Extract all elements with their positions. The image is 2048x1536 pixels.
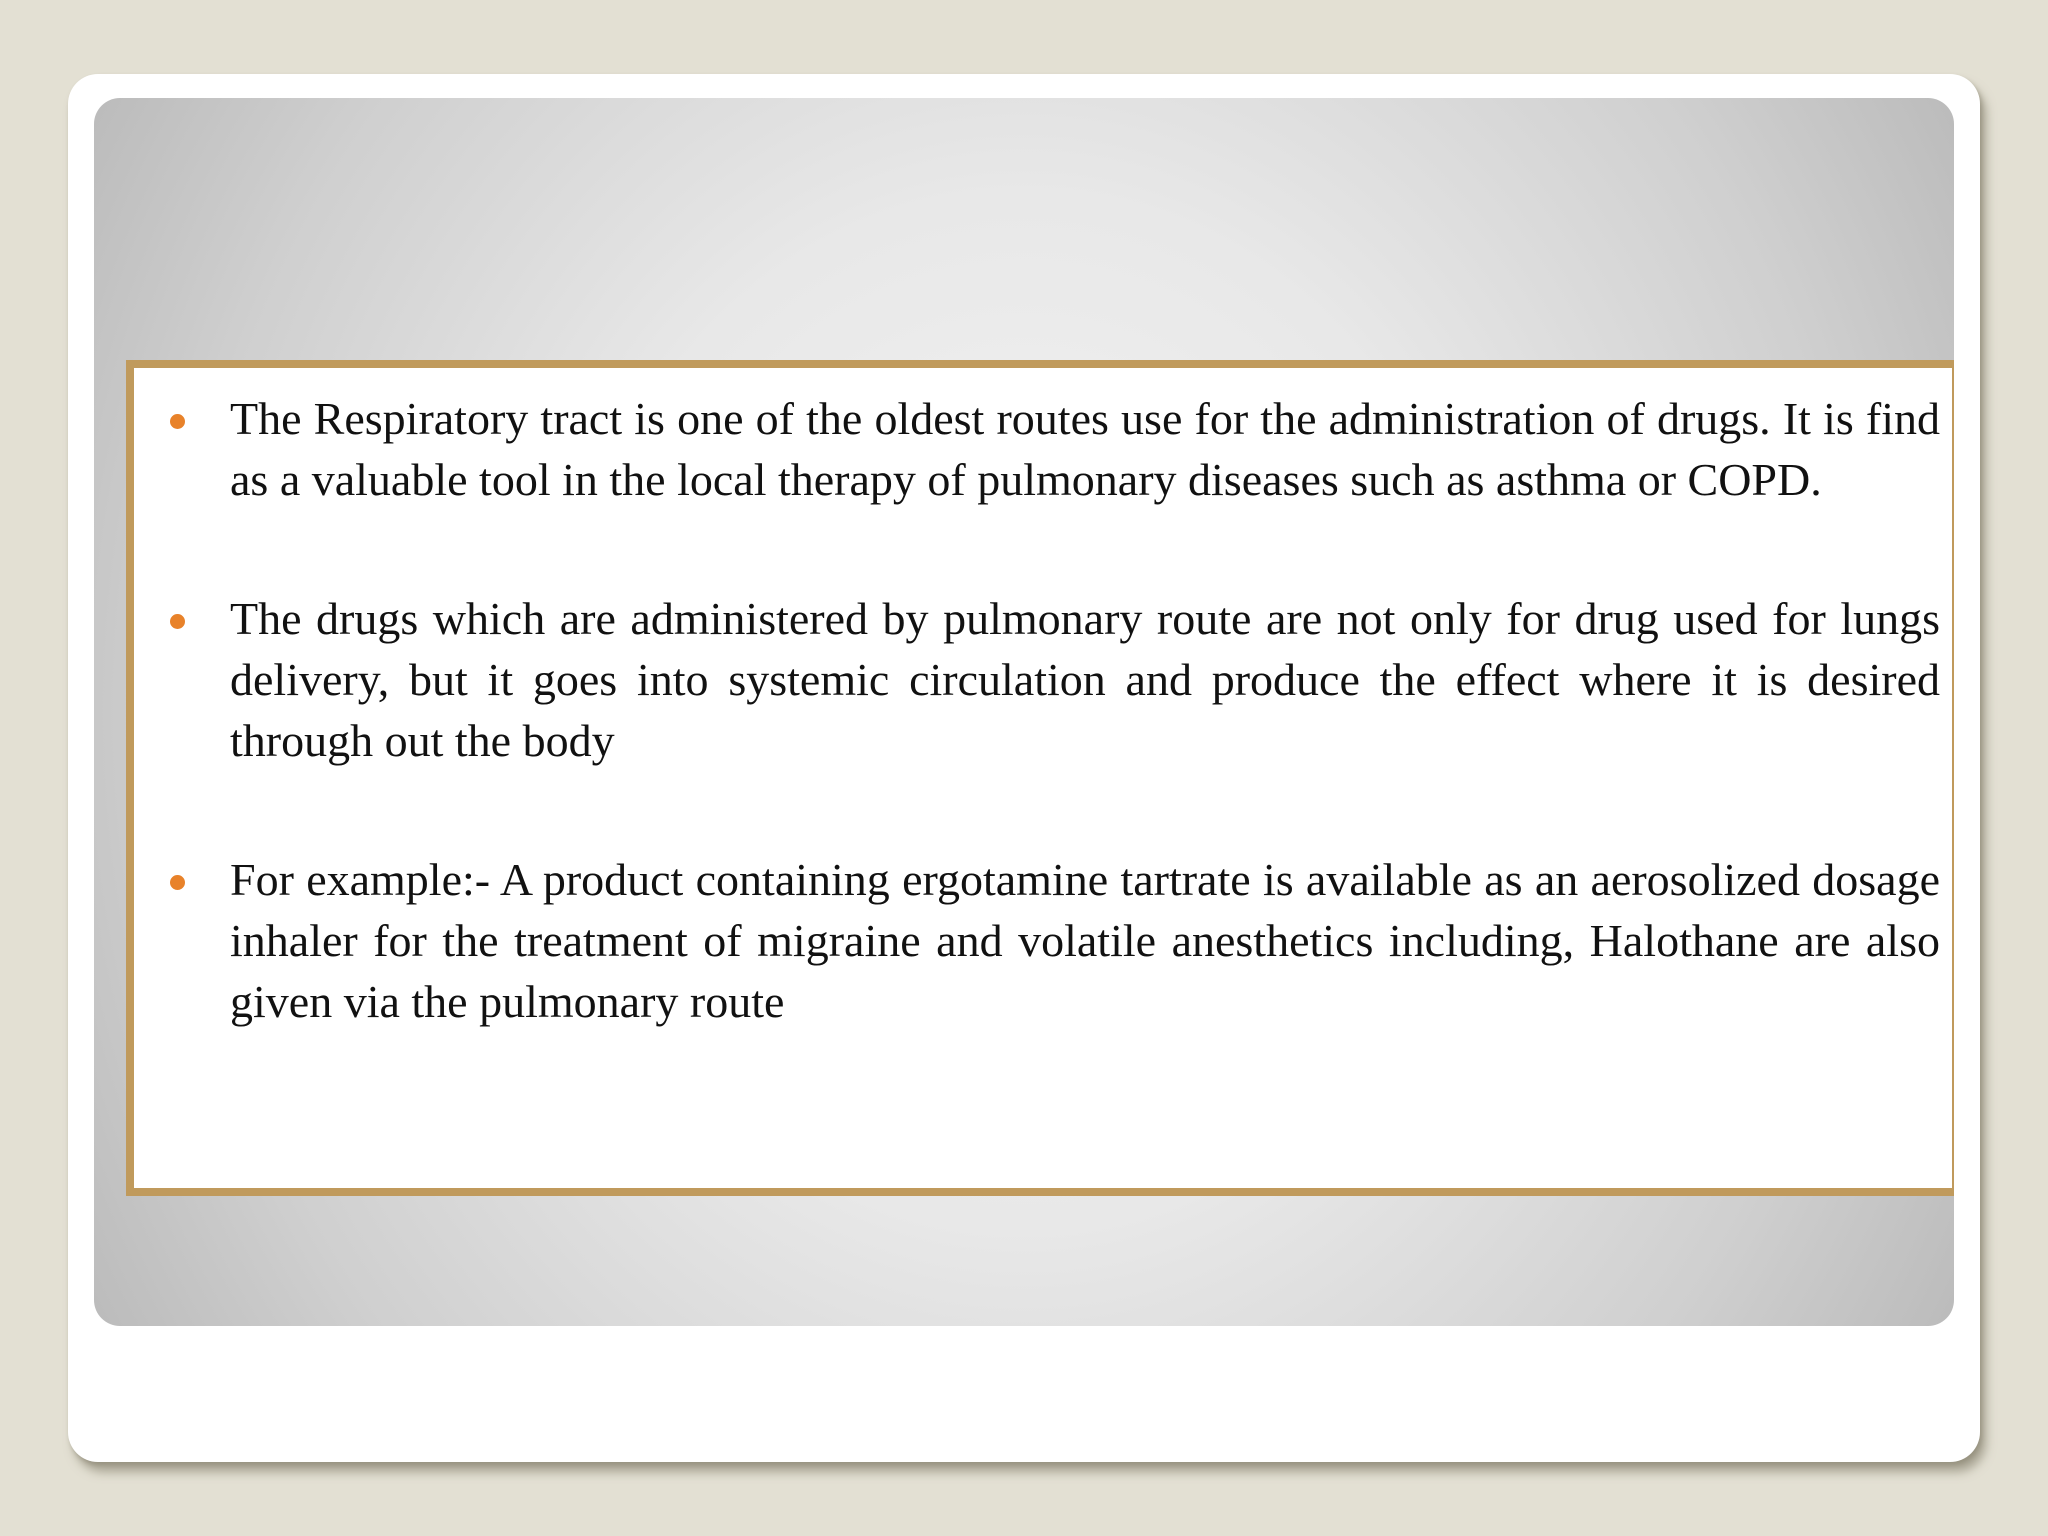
- slide-card: [68, 74, 1980, 1462]
- bullet-dot-icon: [170, 614, 185, 629]
- bullet-item-2: [134, 588, 1952, 771]
- bullet-item-3: [134, 849, 1952, 1032]
- bullet-text: The Respiratory tract is one of the oldest routes use for the administration of drugs. It is find as a valuable tool in the local therapy of pulmonary diseases such as asthma or COPD.: [230, 393, 1940, 505]
- bullet-dot-icon: [170, 414, 185, 429]
- bullet-text: The drugs which are administered by pulmonary route are not only for drug used for lungs delivery, but it goes into systemic circulation and produce the effect where it is desired through out the body: [230, 593, 1940, 766]
- slide-background-panel: [94, 98, 1954, 1326]
- content-box: [126, 360, 1954, 1196]
- bullet-dot-icon: [170, 875, 185, 890]
- bullet-list: [134, 388, 1952, 1110]
- bullet-text: For example:- A product containing ergotamine tartrate is available as an aerosolized dosage inhaler for the treatment of migraine and volatile anesthetics including, Halothane are also given via the pulmonary route: [230, 854, 1940, 1027]
- bullet-item-1: [134, 388, 1952, 510]
